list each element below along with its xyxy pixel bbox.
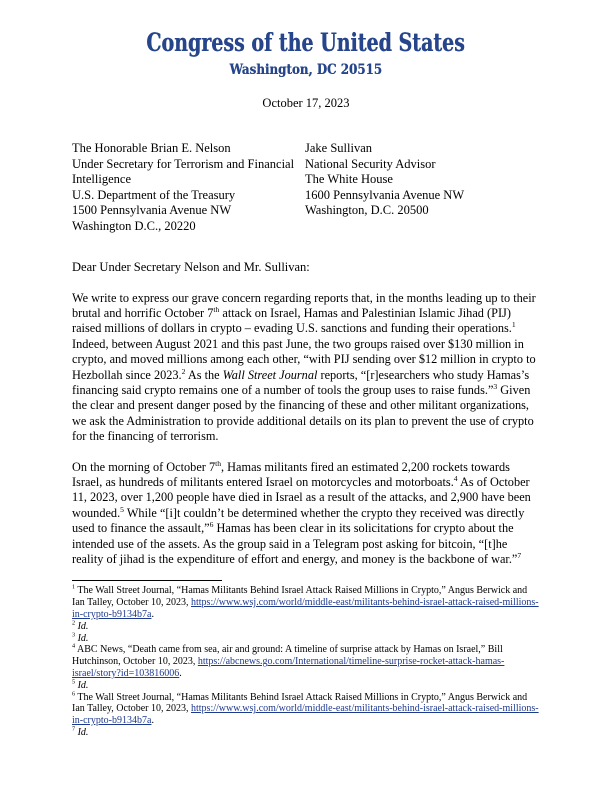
recipient-block-sullivan bbox=[305, 141, 540, 234]
text-run: As the bbox=[185, 367, 223, 382]
text-run: Indeed, between August 2021 and this past June, the two groups raised over $130 million in crypto, and moved millions among each other, “with PIJ sending over $12 million in crypto to Hezbollah since 2023. bbox=[72, 336, 536, 382]
footnote-separator-rule bbox=[72, 580, 222, 581]
footnote-4 bbox=[72, 644, 540, 679]
text-run: We write to express our grave concern regarding reports that, in the months leading up to their brutal and horrific October 7 bbox=[72, 290, 536, 320]
text-run: Wall Street Journal bbox=[222, 367, 318, 382]
body-paragraph-1 bbox=[72, 291, 540, 445]
letterhead-subtitle: Washington, DC 20515 bbox=[229, 62, 383, 78]
footnote-1 bbox=[72, 585, 540, 620]
text-run: Id. bbox=[77, 620, 89, 632]
footnote-link[interactable]: https://www.wsj.com/world/middle-east/militants-behind-israel-attack-raised-millions-in-crypto-b9134b7a bbox=[72, 703, 539, 727]
text-run: . bbox=[151, 609, 154, 620]
text-run: Id. bbox=[77, 632, 89, 644]
text-run: reports, “[r]esearchers who study Hamas’s financing said crypto remains one of a number of tools the group uses to raise funds.” bbox=[72, 367, 530, 397]
superscript-marker: 3 bbox=[72, 631, 76, 639]
superscript-marker: 3 bbox=[493, 381, 498, 391]
footnote-2 bbox=[72, 621, 540, 633]
footnotes-section bbox=[72, 580, 540, 738]
address-line: Washington D.C., 20220 bbox=[72, 218, 196, 233]
address-line: Intelligence bbox=[72, 172, 131, 186]
superscript-marker: 1 bbox=[511, 320, 516, 330]
text-run: As of October 11, 2023, over 1,200 people have died in Israel as a result of the attacks, and 2,900 have been wounded. bbox=[72, 474, 531, 520]
text-run: The Wall Street Journal, “Hamas Militants Behind Israel Attack Raised Millions in Crypto,” Angus Berwick and Ian Talley, October 10, 2023, bbox=[72, 585, 528, 609]
footnote-6 bbox=[72, 692, 540, 727]
superscript-marker: th bbox=[215, 458, 222, 468]
address-line: 1600 Pennsylvania Avenue NW bbox=[305, 187, 465, 202]
footnote-5 bbox=[72, 680, 540, 692]
text-run: The Wall Street Journal, “Hamas Militants Behind Israel Attack Raised Millions in Crypto,” Angus Berwick and Ian Talley, October 10, 2023, bbox=[72, 691, 528, 715]
superscript-marker: 1 bbox=[72, 584, 76, 592]
superscript-marker: 7 bbox=[72, 725, 76, 733]
text-run: While “[i]t couldn’t be determined whether the crypto they received was directly used to finance the assault,” bbox=[72, 505, 525, 536]
text-run: Id. bbox=[77, 726, 89, 738]
footnote-link[interactable]: https://www.wsj.com/world/middle-east/militants-behind-israel-attack-raised-millions-in-crypto-b9134b7a bbox=[72, 597, 539, 620]
address-line: The Honorable Brian E. Nelson bbox=[72, 141, 231, 155]
text-run: . bbox=[179, 667, 182, 679]
letterhead bbox=[72, 28, 540, 79]
text-run: ABC News, “Death came from sea, air and ground: A timeline of surprise attack by Hamas on Israel,” Bill Hutchinson, October 10, 2023, bbox=[72, 644, 503, 668]
superscript-marker: 2 bbox=[181, 366, 186, 376]
text-run: Id. bbox=[77, 679, 89, 691]
superscript-marker: 5 bbox=[72, 678, 76, 686]
footnote-3 bbox=[72, 633, 540, 645]
address-line: 1500 Pennsylvania Avenue NW bbox=[72, 203, 232, 217]
address-line: Washington, D.C. 20500 bbox=[305, 203, 429, 217]
address-line: Jake Sullivan bbox=[305, 141, 373, 155]
text-run: , Hamas militants fired an estimated 2,200 rockets towards Israel, as hundreds of militants entered Israel on motorcycles and motorboats. bbox=[72, 459, 510, 489]
text-run: Given the clear and present danger posed by the financing of these and other militant organizations, we ask the Administration to provide additional details on its plan to prevent the use of crypto for the financing of terrorism. bbox=[72, 382, 534, 444]
superscript-marker: th bbox=[213, 304, 220, 314]
superscript-marker: 6 bbox=[72, 690, 76, 698]
footnote-7 bbox=[72, 727, 540, 739]
salutation: Dear Under Secretary Nelson and Mr. Sullivan: bbox=[72, 260, 310, 274]
text-run: attack on Israel, Hamas and Palestinian Islamic Jihad (PIJ) raised millions of dollars in crypto – evading U.S. sanctions and funding their operations. bbox=[72, 305, 512, 336]
superscript-marker: 6 bbox=[209, 520, 214, 530]
text-run: . bbox=[151, 715, 154, 727]
superscript-marker: 4 bbox=[453, 473, 458, 483]
letterhead-title: Congress of the United States bbox=[146, 28, 466, 57]
footnote-link[interactable]: https://abcnews.go.com/International/timeline-surprise-rocket-attack-hamas-israel/story?id=103816006 bbox=[72, 656, 505, 679]
superscript-marker: 5 bbox=[120, 504, 124, 514]
address-line: The White House bbox=[305, 172, 393, 186]
recipient-block-nelson bbox=[72, 141, 305, 234]
body-paragraph-2 bbox=[72, 460, 540, 568]
letter-date: October 17, 2023 bbox=[262, 96, 350, 110]
text-run: On the morning of October 7 bbox=[72, 459, 216, 474]
recipient-blocks bbox=[72, 141, 540, 234]
superscript-marker: 4 bbox=[72, 643, 76, 651]
address-line: U.S. Department of the Treasury bbox=[72, 187, 236, 202]
text-run: Hamas has been clear in its solicitations for crypto about the intended use of the assets. As the group said in a Telegram post asking for bitcoin, “[t]he reality of jihad is the expenditure of effort and energy, and money is the backbone of war.” bbox=[72, 521, 518, 566]
address-line: Under Secretary for Terrorism and Financial bbox=[72, 156, 295, 171]
superscript-marker: 2 bbox=[72, 619, 76, 627]
address-line: National Security Advisor bbox=[305, 156, 436, 171]
superscript-marker: 7 bbox=[517, 550, 522, 560]
